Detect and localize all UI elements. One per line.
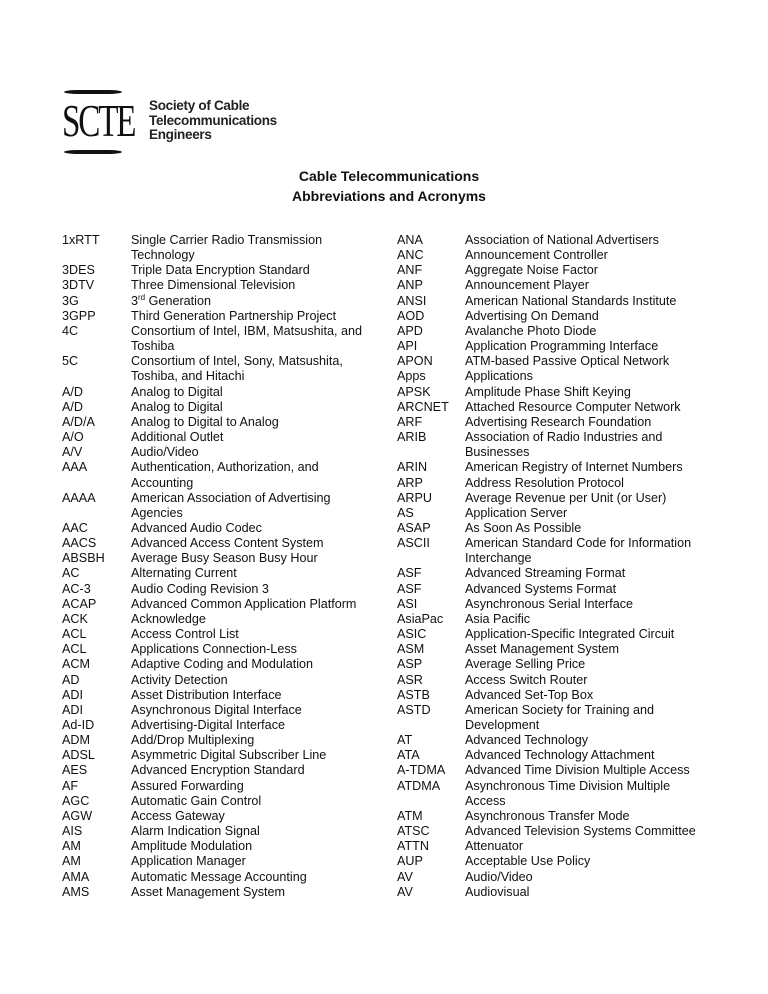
acronym-entry	[397, 263, 737, 278]
acronym-entry	[62, 294, 392, 309]
acronym-entry	[62, 582, 392, 597]
acronym-entry	[397, 385, 737, 400]
acronym-definition: Attenuator	[465, 839, 524, 854]
acronym-definition: Audio/Video	[465, 869, 533, 884]
acronym-entry	[62, 612, 392, 627]
acronym-entry	[62, 566, 392, 581]
acronym-entry	[62, 233, 392, 263]
acronym: A-TDMA	[397, 763, 446, 778]
acronym-entry	[397, 460, 737, 475]
acronym-definition: Adaptive Coding and Modulation	[131, 657, 314, 672]
acronym: ATA	[397, 748, 420, 763]
acronym: ASCII	[397, 536, 430, 551]
acronym: AMS	[62, 884, 90, 899]
acronym: ANP	[397, 278, 423, 293]
acronym-definition: Advanced Set-Top Box	[465, 687, 594, 702]
acronym: ASTD	[397, 702, 431, 717]
acronym: AMA	[62, 869, 90, 884]
acronym: AF	[62, 778, 79, 793]
acronym-entry	[397, 415, 737, 430]
acronym-definition: Add/Drop Multiplexing	[131, 733, 255, 748]
acronym-entry	[62, 642, 392, 657]
acronym-definition: Application Programming Interface	[465, 339, 659, 354]
acronym-entry	[397, 324, 737, 339]
acronym: ASP	[397, 657, 423, 672]
acronym: ATSC	[397, 824, 430, 839]
acronym-entry	[62, 385, 392, 400]
acronym: AS	[397, 505, 414, 520]
acronym-entry	[62, 536, 392, 551]
acronym-definition: American Standard Code for Information Interchange	[465, 536, 692, 566]
acronym-definition: Application Manager	[131, 854, 246, 869]
acronym-entry	[62, 779, 392, 794]
acronym-definition: Announcement Player	[465, 278, 589, 293]
acronym-entry	[397, 733, 737, 748]
acronym-definition: Asia Pacific	[465, 611, 531, 626]
acronym: 5C	[62, 354, 79, 369]
acronym-column-right	[397, 233, 737, 900]
document-subtitle: Abbreviations and Acronyms	[292, 188, 486, 204]
acronym-definition: Amplitude Phase Shift Keying	[465, 384, 631, 399]
acronym: AD	[62, 672, 80, 687]
acronym-entry	[397, 536, 737, 566]
acronym-entry	[397, 854, 737, 869]
acronym-entry	[62, 309, 392, 324]
acronym-entry	[62, 733, 392, 748]
acronym-entry	[62, 718, 392, 733]
acronym: ACM	[62, 657, 90, 672]
acronym-definition: Address Resolution Protocol	[465, 475, 624, 490]
acronym-entry	[397, 612, 737, 627]
logo-line-3: Engineers	[149, 127, 212, 142]
acronym: AES	[62, 763, 88, 778]
acronym: ANC	[397, 248, 424, 263]
acronym: ASM	[397, 642, 425, 657]
acronym-definition: Automatic Gain Control	[131, 793, 262, 808]
acronym-entry	[62, 703, 392, 718]
acronym-entry	[62, 657, 392, 672]
acronym-definition: Advertising-Digital Interface	[131, 718, 285, 732]
acronym-definition: Activity Detection	[131, 672, 228, 687]
acronym: ASF	[397, 581, 422, 596]
logo-text	[149, 99, 277, 143]
acronym-definition: Single Carrier Radio Transmission Technology	[131, 233, 323, 263]
acronym-entry	[397, 703, 737, 733]
scte-logo-mark	[62, 90, 135, 154]
acronym-definition: Announcement Controller	[465, 248, 608, 263]
acronym-entry	[62, 597, 392, 612]
acronym-entry	[62, 885, 392, 900]
acronym-entry	[397, 839, 737, 854]
acronym-entry	[62, 430, 392, 445]
acronym: ASAP	[397, 520, 431, 535]
acronym-definition: American Society for Training and Development	[465, 702, 654, 732]
acronym-definition	[131, 294, 211, 309]
acronym: AUP	[397, 854, 423, 869]
acronym: A/V	[62, 445, 83, 460]
acronym-entry	[397, 657, 737, 672]
acronym-definition: Asynchronous Digital Interface	[131, 702, 302, 717]
acronym-entry	[62, 809, 392, 824]
acronym-entry	[62, 794, 392, 809]
acronym: AT	[397, 733, 413, 748]
acronym-definition: Asynchronous Time Division Multiple Access	[465, 778, 671, 808]
acronym-entry	[62, 324, 392, 354]
definition-text: Generation	[145, 293, 211, 308]
acronym-column-left	[62, 233, 392, 900]
acronym: ARIB	[397, 430, 427, 445]
acronym: 3GPP	[62, 308, 96, 323]
acronym: 3DTV	[62, 278, 95, 293]
acronym: 4C	[62, 323, 79, 338]
acronym-entry	[397, 688, 737, 703]
acronym-definition: Advanced Systems Format	[465, 581, 617, 596]
acronym-entry	[397, 430, 737, 460]
acronym-entry	[62, 278, 392, 293]
acronym: APON	[397, 354, 433, 369]
acronym-definition: Applications	[465, 369, 533, 384]
acronym-definition: Advertising On Demand	[465, 308, 599, 323]
acronym-definition: American Association of Advertising Agencies	[131, 490, 331, 520]
acronym-definition: Authentication, Authorization, and Accounting	[131, 460, 319, 490]
acronym-entry	[397, 248, 737, 263]
acronym-definition: Analog to Digital	[131, 384, 223, 399]
acronym-definition: Association of Radio Industries and Businesses	[465, 430, 663, 460]
acronym-definition: Third Generation Partnership Project	[131, 308, 337, 323]
acronym-definition: American Registry of Internet Numbers	[465, 460, 683, 475]
acronym-entry	[62, 263, 392, 278]
acronym: ASIC	[397, 627, 427, 642]
acronym: AGC	[62, 793, 90, 808]
acronym: AAC	[62, 520, 88, 535]
acronym: AC-3	[62, 581, 91, 596]
logo-letters: SCTE	[62, 95, 135, 146]
acronym-definition: As Soon As Possible	[465, 520, 582, 535]
acronym-definition: Consortium of Intel, IBM, Matsushita, and Toshiba	[131, 323, 362, 354]
acronym: APSK	[397, 384, 431, 399]
acronym-definition: Acknowledge	[131, 611, 206, 626]
acronym-entry	[62, 854, 392, 869]
acronym: AM	[62, 854, 81, 869]
acronym-entry	[62, 839, 392, 854]
acronym-entry	[397, 597, 737, 612]
acronym: AC	[62, 566, 80, 581]
acronym-definition: Access Gateway	[131, 808, 225, 823]
acronym-entry	[397, 642, 737, 657]
acronym-definition: Average Selling Price	[465, 657, 586, 672]
acronym-definition: Advanced Technology	[465, 733, 588, 748]
acronym: A/D	[62, 399, 83, 414]
acronym-definition: American National Standards Institute	[465, 293, 677, 308]
acronym-entry	[62, 870, 392, 885]
acronym-definition: Advanced Technology Attachment	[465, 748, 655, 763]
acronym: AOD	[397, 308, 425, 323]
logo-arc-bottom	[64, 150, 122, 154]
acronym-entry	[397, 763, 737, 778]
acronym-entry	[397, 870, 737, 885]
acronym-definition: Application Server	[465, 505, 568, 520]
acronym-definition: Avalanche Photo Diode	[465, 323, 597, 338]
acronym-entry	[397, 627, 737, 642]
acronym-entry	[62, 521, 392, 536]
acronym-entry	[62, 460, 392, 490]
acronym-entry	[62, 763, 392, 778]
acronym-definition: Access Control List	[131, 627, 239, 642]
acronym: A/D/A	[62, 414, 95, 429]
logo-line-2: Telecommunications	[149, 112, 277, 128]
acronym-definition: Consortium of Intel, Sony, Matsushita, Toshiba, and Hitachi	[131, 354, 343, 384]
acronym: ANSI	[397, 293, 427, 308]
acronym-definition: Alternating Current	[131, 566, 237, 581]
acronym: 3DES	[62, 263, 95, 278]
acronym-definition: Applications Connection-Less	[131, 642, 297, 657]
acronym-definition: Audio/Video	[131, 445, 199, 460]
ordinal-suffix: rd	[138, 292, 146, 302]
logo-arc-top	[64, 90, 122, 94]
acronym-entry	[62, 400, 392, 415]
acronym-definition: Alarm Indication Signal	[131, 824, 260, 839]
acronym-entry	[397, 476, 737, 491]
document-title: Cable Telecommunications	[298, 168, 480, 184]
acronym: ABSBH	[62, 551, 105, 566]
acronym-entry	[397, 673, 737, 688]
acronym-definition: Audio Coding Revision 3	[131, 581, 269, 596]
acronym: APD	[397, 323, 423, 338]
acronym: ACAP	[62, 596, 97, 611]
acronym-definition: Advanced Encryption Standard	[131, 763, 305, 778]
acronym-entry	[62, 748, 392, 763]
acronym-definition: Asynchronous Transfer Mode	[465, 808, 630, 823]
acronym-definition: Asynchronous Serial Interface	[465, 596, 634, 611]
acronym: 3G	[62, 293, 79, 308]
acronym: ASI	[397, 596, 418, 611]
acronym: ADSL	[62, 748, 95, 763]
acronym: AM	[62, 839, 81, 854]
acronym-entry	[397, 354, 737, 369]
acronym-entry	[397, 824, 737, 839]
acronym-entry	[397, 339, 737, 354]
acronym-definition: Analog to Digital to Analog	[131, 414, 279, 429]
acronym-entry	[397, 400, 737, 415]
acronym-entry	[397, 278, 737, 293]
acronym: ADI	[62, 687, 83, 702]
acronym: A/O	[62, 430, 84, 445]
acronym-definition: Asset Distribution Interface	[131, 687, 282, 702]
acronym-entry	[62, 445, 392, 460]
acronym-definition: Analog to Digital	[131, 399, 223, 414]
acronym: ARP	[397, 475, 423, 490]
acronym-definition: Assured Forwarding	[131, 778, 244, 793]
acronym-definition: Asset Management System	[465, 642, 619, 657]
acronym-definition: Advanced Time Division Multiple Access	[465, 763, 690, 778]
acronym-entry	[397, 885, 737, 900]
acronym: 1xRTT	[62, 233, 100, 247]
acronym-definition: Triple Data Encryption Standard	[131, 263, 310, 278]
acronym-definition: Additional Outlet	[131, 430, 224, 445]
acronym-entry	[397, 369, 737, 384]
acronym: API	[397, 339, 418, 354]
acronym: ANF	[397, 263, 423, 278]
logo-line-1: Society of Cable	[149, 98, 250, 113]
acronym: AAA	[62, 460, 88, 475]
acronym-entry	[397, 521, 737, 536]
acronym-entry	[397, 491, 737, 506]
acronym-definition: Aggregate Noise Factor	[465, 263, 599, 278]
acronym-entry	[397, 506, 737, 521]
acronym: ADI	[62, 702, 83, 717]
acronym-definition: Audiovisual	[465, 884, 530, 899]
acronym-entry	[397, 809, 737, 824]
acronym-definition: Three Dimensional Television	[131, 278, 296, 293]
acronym-definition: Asset Management System	[131, 884, 285, 899]
acronym-entry	[397, 233, 737, 248]
acronym: ATTN	[397, 839, 429, 854]
acronym-definition: Advanced Television Systems Committee	[465, 824, 696, 839]
acronym-entry	[397, 748, 737, 763]
acronym: ANA	[397, 233, 423, 247]
acronym-definition: Application-Specific Integrated Circuit	[465, 627, 675, 642]
acronym-definition: Access Switch Router	[465, 672, 588, 687]
acronym: ASR	[397, 672, 423, 687]
acronym: ASTB	[397, 687, 430, 702]
acronym-entry	[62, 627, 392, 642]
acronym: ARIN	[397, 460, 428, 475]
acronym-definition: Advanced Common Application Platform	[131, 596, 357, 611]
acronym-definition: Automatic Message Accounting	[131, 869, 307, 884]
acronym: AAAA	[62, 490, 96, 505]
acronym-entry	[62, 673, 392, 688]
acronym-entry	[62, 491, 392, 521]
acronym-entry	[397, 566, 737, 581]
acronym: ARPU	[397, 490, 432, 505]
acronym-entry	[62, 354, 392, 384]
acronym-definition: ATM-based Passive Optical Network	[465, 354, 670, 369]
acronym: ATM	[397, 808, 423, 823]
acronym-entry	[397, 294, 737, 309]
acronym-definition: Average Busy Season Busy Hour	[131, 551, 318, 566]
acronym-entry	[397, 309, 737, 324]
acronym: A/D	[62, 384, 83, 399]
acronym: ASF	[397, 566, 422, 581]
acronym-entry	[62, 551, 392, 566]
acronym-entry	[397, 582, 737, 597]
acronym: Apps	[397, 369, 426, 384]
acronym-definition: Attached Resource Computer Network	[465, 399, 681, 414]
acronym-definition: Association of National Advertisers	[465, 233, 659, 247]
acronym-definition: Acceptable Use Policy	[465, 854, 591, 869]
scte-logo	[62, 90, 302, 154]
acronym: AACS	[62, 536, 97, 551]
acronym-definition: Advertising Research Foundation	[465, 414, 652, 429]
acronym-definition: Amplitude Modulation	[131, 839, 253, 854]
acronym: ARF	[397, 414, 423, 429]
acronym: Ad-ID	[62, 718, 95, 732]
acronym: ACL	[62, 627, 87, 642]
acronym-entry	[62, 688, 392, 703]
acronym: ACL	[62, 642, 87, 657]
acronym: AsiaPac	[397, 611, 444, 626]
acronym: AV	[397, 884, 413, 899]
acronym-definition: Advanced Streaming Format	[465, 566, 626, 581]
acronym: AV	[397, 869, 413, 884]
acronym: ARCNET	[397, 399, 449, 414]
definition-ordinal: 3	[131, 293, 139, 308]
acronym-definition: Asymmetric Digital Subscriber Line	[131, 748, 327, 763]
acronym-entry	[62, 824, 392, 839]
acronym-definition: Advanced Access Content System	[131, 536, 324, 551]
acronym: ATDMA	[397, 778, 441, 793]
acronym-entry	[397, 779, 737, 809]
acronym-definition: Advanced Audio Codec	[131, 520, 262, 535]
acronym: ADM	[62, 733, 90, 748]
acronym-entry	[62, 415, 392, 430]
acronym: AGW	[62, 808, 93, 823]
acronym: AIS	[62, 824, 83, 839]
acronym: ACK	[62, 611, 88, 626]
acronym-definition: Average Revenue per Unit (or User)	[465, 490, 667, 505]
